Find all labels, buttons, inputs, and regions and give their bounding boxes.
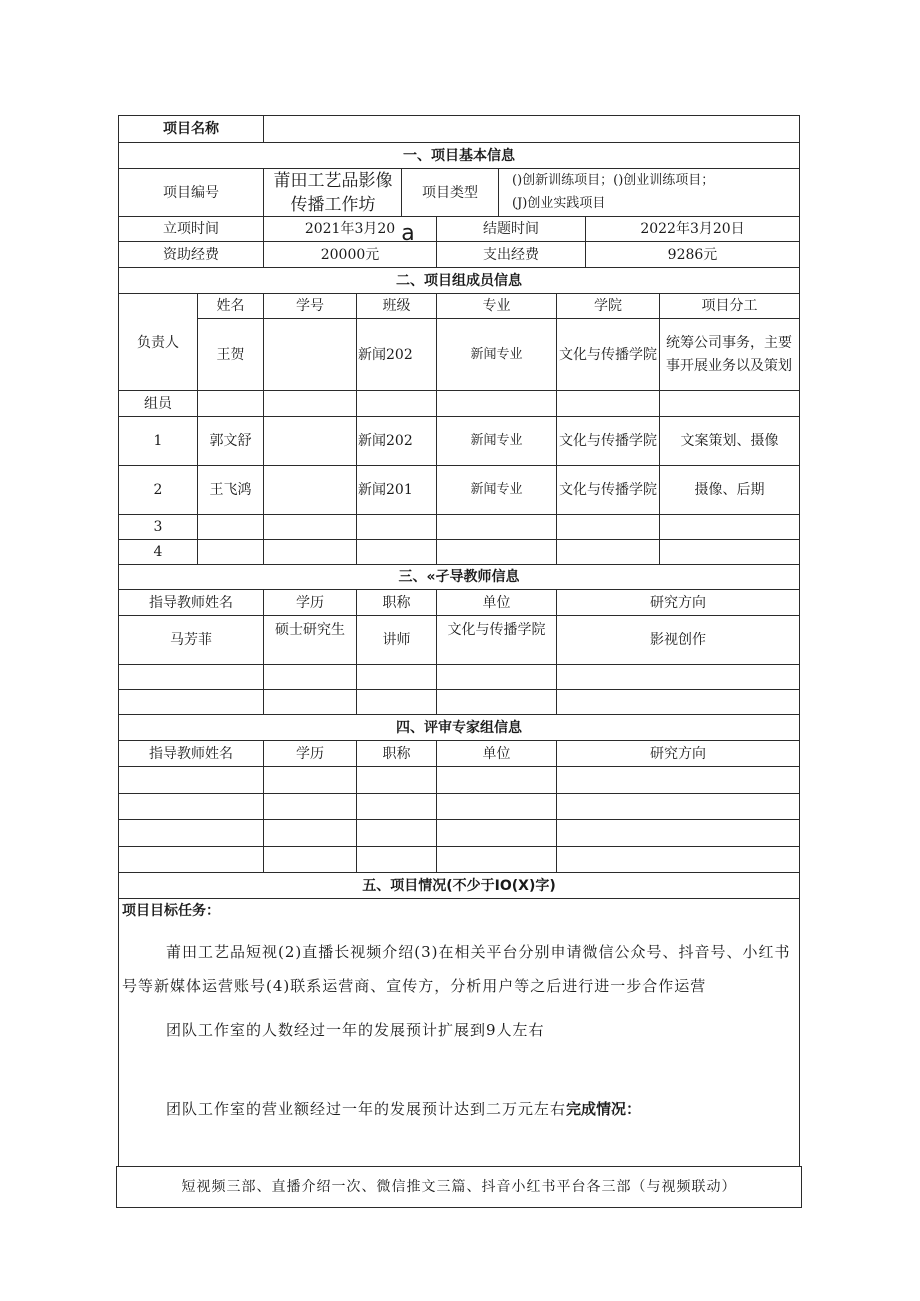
leader-name: 王贺	[216, 346, 245, 363]
col-header-role: 项目分工	[701, 298, 758, 314]
rule	[118, 689, 800, 690]
project-code-label: 项目编号	[163, 184, 219, 201]
spending-label: 支出经费	[483, 246, 539, 263]
goal-label: 项目目标任务：	[122, 903, 220, 919]
leader-major: 新闻专业	[470, 346, 523, 362]
member-role: 文案策划、摄像	[680, 433, 779, 449]
member-student-id	[264, 466, 356, 514]
leader-class: 新闻202	[358, 346, 413, 363]
rule	[118, 793, 800, 794]
advisor-name: 马芳菲	[170, 632, 212, 648]
section-experts-title: 四、评审专家组信息	[396, 719, 522, 736]
leader-role: 统筹公司事务，主要事开展业务以及策划	[666, 334, 792, 374]
rule	[356, 293, 357, 564]
member-class: 新闻201	[358, 482, 413, 498]
member-student-id	[264, 417, 356, 465]
advisor-header-title: 职称	[382, 594, 411, 611]
rule	[118, 514, 800, 515]
stray-mark: a	[401, 221, 415, 246]
advisor-field: 影视创作	[650, 632, 706, 648]
section-members-title: 二、项目组成员信息	[396, 272, 522, 289]
member-class: 新闻202	[358, 433, 413, 449]
funding-label: 资助经费	[163, 246, 219, 263]
section-advisor-title: 三、«孑导教师信息	[398, 569, 520, 585]
member-name: 王飞鸿	[209, 482, 252, 498]
rule	[498, 168, 499, 216]
rule	[801, 1166, 802, 1208]
goal-text: 团队工作室的营业额经过一年的发展预计达到二万元左右	[166, 1100, 567, 1118]
col-header-class: 班级	[382, 298, 411, 314]
member-college: 文化与传播学院	[559, 433, 657, 449]
members-label: 组员	[144, 395, 172, 412]
expert-header-title: 职称	[382, 745, 411, 762]
member-role: 摄像、后期	[694, 482, 765, 498]
completion-label: 完成情况：	[566, 1100, 642, 1118]
rule	[118, 766, 800, 767]
member-major: 新闻专业	[470, 433, 523, 448]
goal-text: 莆田工艺品短视(2)直播长视频介绍(3)在相关平台分别申请微信公众号、抖音号、小红书号等新媒体运营账号(4)联系运营商、宣传方，分析用户等之后进行进一步合作运营	[122, 943, 791, 995]
member-no: 4	[153, 544, 163, 560]
advisor-header-field: 研究方向	[650, 594, 706, 611]
project-code-value: 莆田工艺品影像传播工作坊	[273, 170, 393, 215]
expert-header-degree: 学历	[296, 745, 324, 762]
rule	[118, 846, 800, 847]
advisor-header-degree: 学历	[296, 594, 324, 611]
end-date-label: 结题时间	[483, 221, 539, 237]
start-date-value: 2021年3月20	[304, 221, 396, 237]
rule	[118, 390, 800, 391]
member-college: 文化与传播学院	[559, 482, 657, 498]
project-type-label: 项目类型	[422, 184, 478, 201]
start-date-label: 立项时间	[163, 221, 219, 237]
leader-college: 文化与传播学院	[559, 346, 657, 363]
advisor-title: 讲师	[382, 632, 411, 648]
advisor-degree: 硕士研究生	[275, 622, 345, 638]
project-name-label: 项目名称	[163, 121, 219, 137]
expert-header-unit: 单位	[482, 745, 511, 762]
member-no: 3	[153, 519, 163, 535]
rule	[118, 664, 800, 665]
col-header-name: 姓名	[216, 298, 245, 314]
member-no: 2	[153, 482, 163, 498]
advisor-header-name: 指导教师姓名	[149, 594, 233, 611]
completion-summary: 短视频三部、直播介绍一次、微信推文三篇、抖音小红书平台各三部（与视频联动）	[181, 1179, 737, 1195]
goal-paragraph-1	[122, 935, 798, 1003]
member-name: 郭文舒	[209, 433, 252, 449]
col-header-major: 专业	[482, 298, 511, 314]
col-header-student-id: 学号	[296, 298, 324, 314]
goal-text: 团队工作室的人数经过一年的发展预计扩展到9人左右	[166, 1021, 545, 1039]
rule	[116, 1207, 802, 1208]
member-major: 新闻专业	[470, 482, 523, 497]
rule	[799, 115, 800, 1167]
spending-value: 9286元	[667, 246, 718, 263]
section-basic-info-title: 一、项目基本信息	[403, 147, 515, 164]
expert-header-name: 指导教师姓名	[149, 745, 233, 762]
goal-paragraph-3	[122, 1097, 798, 1121]
advisor-unit: 文化与传播学院	[447, 622, 546, 638]
goal-paragraph-2	[122, 1018, 798, 1042]
project-type-option-line2: (J)创业实践项目	[512, 195, 606, 211]
leader-student-id	[264, 319, 356, 390]
rule	[556, 293, 557, 564]
rule	[118, 819, 800, 820]
col-header-college: 学院	[594, 298, 622, 314]
leader-label: 负责人	[137, 335, 179, 351]
project-name-value	[264, 116, 799, 142]
end-date-value: 2022年3月20日	[640, 221, 745, 237]
section-situation-title: 五、项目情况(不少于IO(X)字)	[362, 877, 556, 894]
funding-value: 20000元	[320, 246, 380, 263]
member-no: 1	[153, 433, 163, 449]
rule	[118, 539, 800, 540]
project-type-option-line1: ()创新训练项目；()创业训练项目；	[512, 172, 715, 188]
expert-header-field: 研究方向	[650, 745, 706, 762]
advisor-header-unit: 单位	[482, 594, 511, 611]
